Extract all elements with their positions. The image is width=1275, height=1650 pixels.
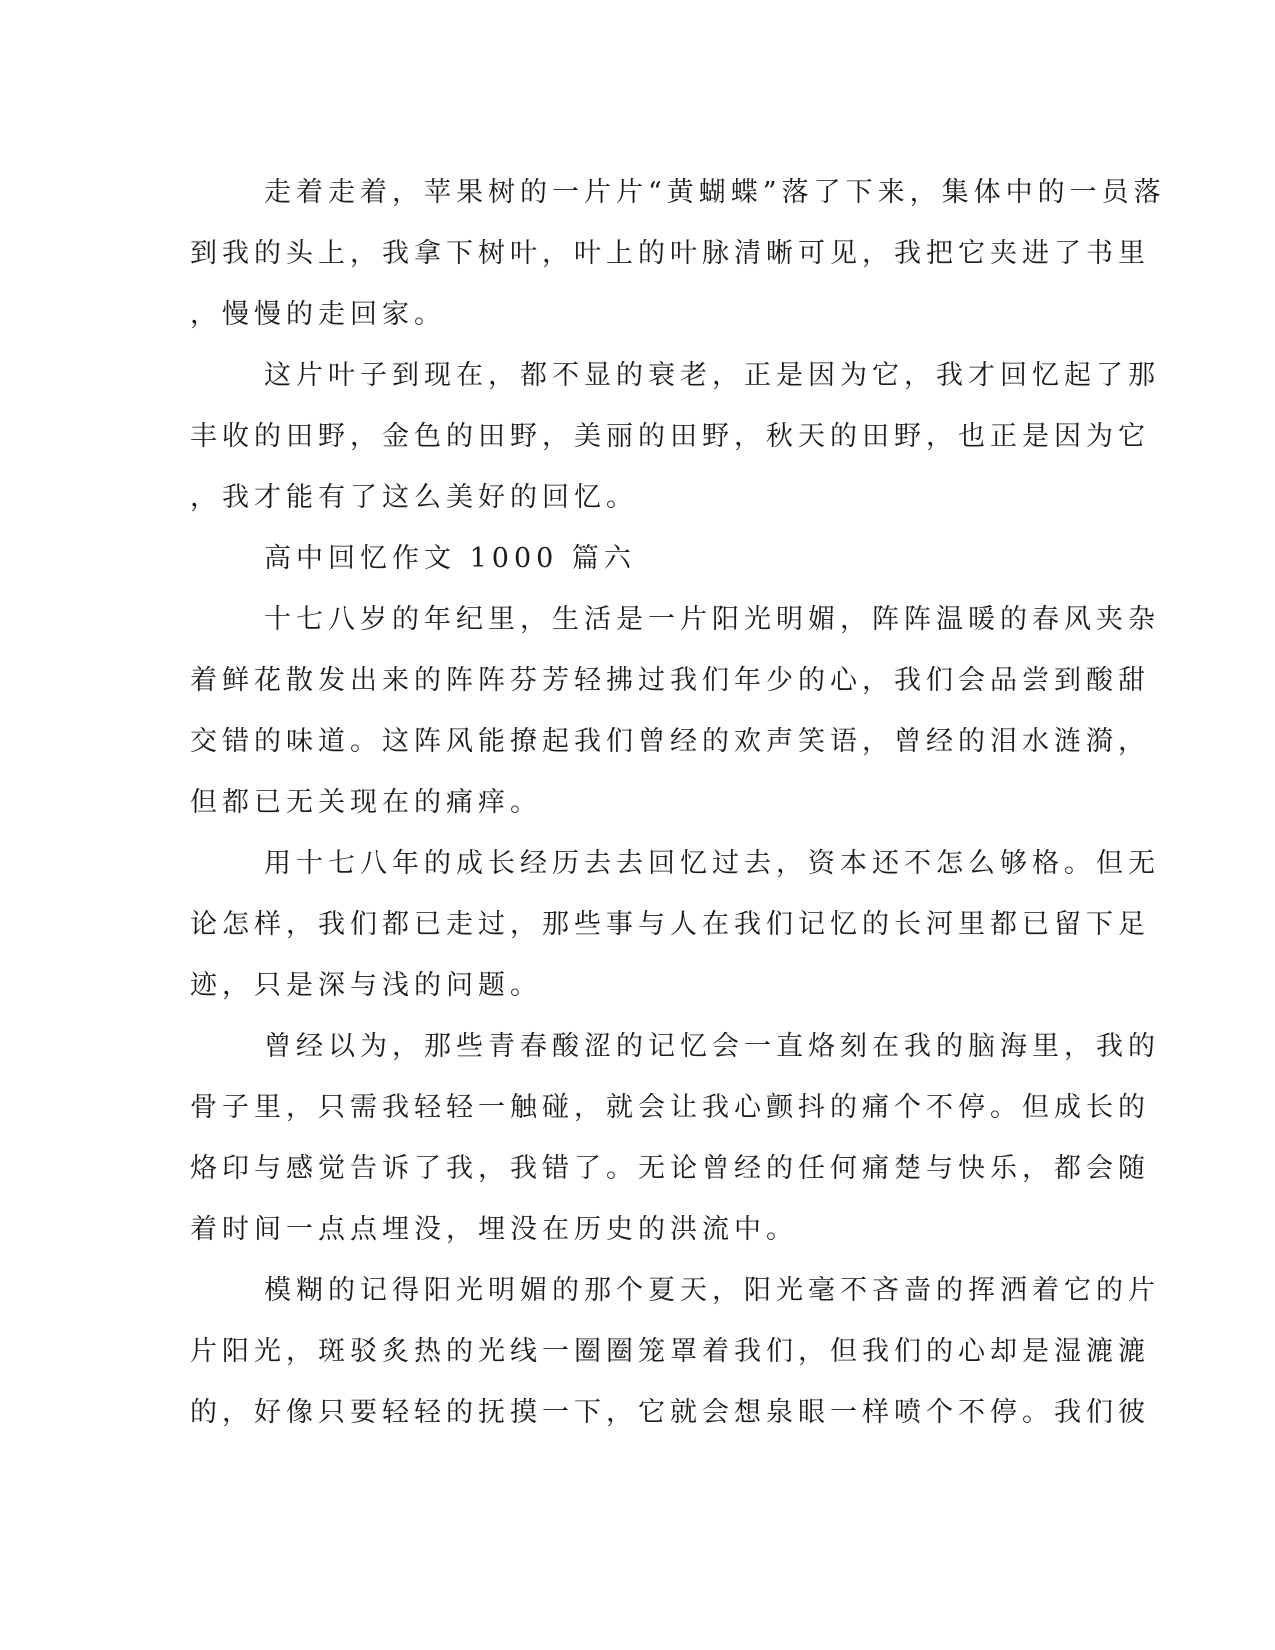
text-line: 的，好像只要轻轻的抚摸一下，它就会想泉眼一样喷个不停。我们彼 — [190, 1397, 1150, 1428]
text-line: 模糊的记得阳光明媚的那个夏天，阳光毫不吝啬的挥洒着它的片 — [264, 1275, 1160, 1306]
text-line: 骨子里，只需我轻轻一触碰，就会让我心颤抖的痛个不停。但成长的 — [190, 1092, 1150, 1123]
text-line: 走着走着，苹果树的一片片“黄蝴蝶”落了下来，集体中的一员落 — [264, 177, 1166, 208]
text-line: 片阳光，斑驳炙热的光线一圈圈笼罩着我们，但我们的心却是湿漉漉 — [190, 1336, 1150, 1367]
text-line: 这片叶子到现在，都不显的衰老，正是因为它，我才回忆起了那 — [264, 360, 1160, 391]
text-line: 丰收的田野，金色的田野，美丽的田野，秋天的田野，也正是因为它 — [190, 421, 1150, 452]
text-line: 着时间一点点埋没，埋没在历史的洪流中。 — [190, 1214, 798, 1245]
text-line: 曾经以为，那些青春酸涩的记忆会一直烙刻在我的脑海里，我的 — [264, 1031, 1160, 1062]
text-line: 但都已无关现在的痛痒。 — [190, 787, 542, 818]
text-line: 烙印与感觉告诉了我，我错了。无论曾经的任何痛楚与快乐，都会随 — [190, 1153, 1150, 1184]
text-line: 到我的头上，我拿下树叶，叶上的叶脉清晰可见，我把它夹进了书里 — [190, 238, 1150, 269]
text-line: 用十七八年的成长经历去去回忆过去，资本还不怎么够格。但无 — [264, 848, 1160, 879]
text-line: 交错的味道。这阵风能撩起我们曾经的欢声笑语，曾经的泪水涟漪， — [190, 726, 1150, 757]
text-line: 十七八岁的年纪里，生活是一片阳光明媚，阵阵温暖的春风夹杂 — [264, 604, 1160, 635]
text-line: ，慢慢的走回家。 — [190, 299, 446, 330]
text-line: 迹，只是深与浅的问题。 — [190, 970, 542, 1001]
text-line: 论怎样，我们都已走过，那些事与人在我们记忆的长河里都已留下足 — [190, 909, 1150, 940]
section-heading: 高中回忆作文 1000 篇六 — [264, 543, 636, 574]
text-line: 着鲜花散发出来的阵阵芬芳轻拂过我们年少的心，我们会品尝到酸甜 — [190, 665, 1150, 696]
document-body — [190, 162, 1166, 1443]
text-line: ，我才能有了这么美好的回忆。 — [190, 482, 638, 513]
